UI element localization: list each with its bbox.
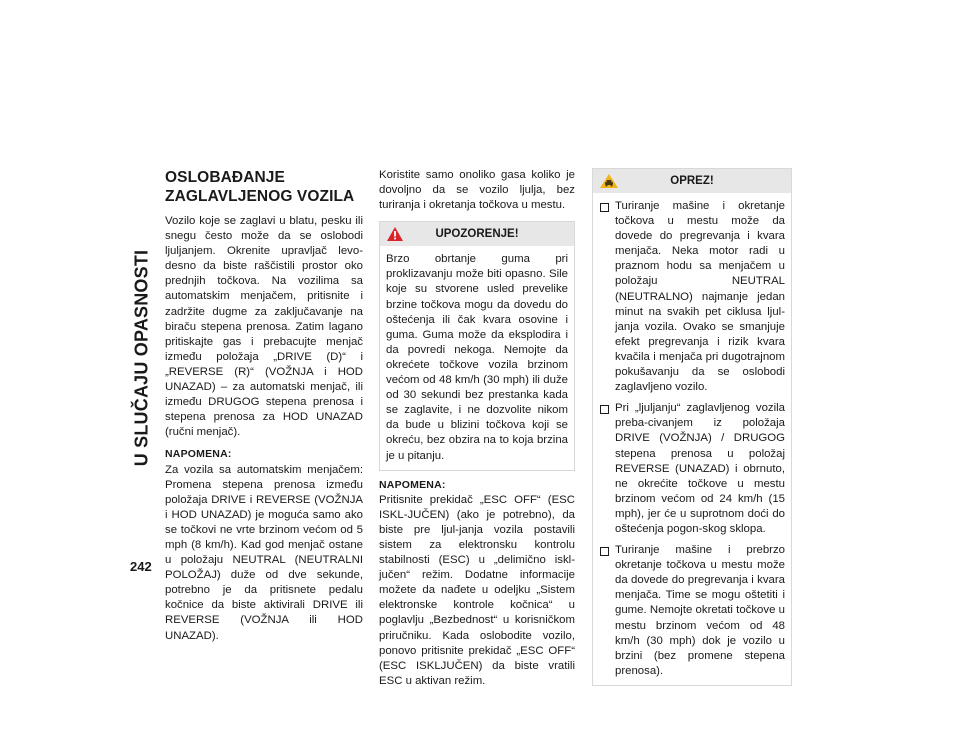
warning-body	[380, 246, 574, 469]
caution-item	[599, 199, 785, 395]
warning-header	[380, 222, 574, 246]
checkbox-bullet-icon	[600, 405, 609, 414]
column-2	[379, 168, 575, 689]
throttle-paragraph: Koristite samo onoliko gasa koliko je dovoljno da se vozilo ljulja, bez turiranja i okretanja točkova u mestu.	[379, 169, 575, 212]
checkbox-bullet-icon	[600, 547, 609, 556]
caution-item-text: Turiranje mašine i prebrzo okretanje točkova u mestu može da dovede do pregrevanja i kvara menjača. Time se mogu oštetiti i gume. Nemojte okretati točkove u mestu brzinom većom od 48 km/h (30 mph) dok je vozilo u brzini (bez promene stepena prenosa).	[615, 544, 785, 677]
page-number: 242	[130, 559, 152, 574]
caution-item-text: Pri „ljuljanju“ zaglavljenog vozila preba-civanjem iz položaja DRIVE (VOŽNJA) / DRUGOG stepena prenosa u položaj REVERSE (UNAZAD) i obrnuto, ne okrećite točkove u mestu brzinom većom od 24 km/h (15 mph), jer će u suprotnom doći do oštećenja pogon-skog sklopa.	[615, 402, 785, 535]
warning-box	[379, 221, 575, 470]
chapter-sidebar	[130, 168, 154, 548]
caution-item-text: Turiranje mašine i okretanje točkova u mestu može da dovede do pregrevanja i kvara menjača. Neka motor radi u praznom hodu sa menjačem u položaju NEUTRAL (NEUTRALNO) najmanje jedan minut na svakih pet ciklusa ljul-janja vozila. Ovako se smanjuje efekt pregrevanja i rizik kvara kvačila i menjača pri dugotrajnom pokušavanju da se oslobodi zaglavljeno vozilo.	[615, 200, 785, 394]
caution-car-icon	[599, 173, 619, 189]
note-text-2: Pritisnite prekidač „ESC OFF“ (ESC ISKL-JUČEN) (ako je potrebno), da biste pre ljul-janja vozila postavili sistem za elektronsku kontrolu stabilnosti (ESC) u „delimično iskl-jučen“ režim. Dodatne informacije možete da nađete u odeljku „Sistem elektronske kontrole kočnica“ u poglavlju „Bezbednost“ u korisničkom priručniku. Kada oslobodite vozilo, ponovo pritisnite prekidač „ESC OFF“ (ESC ISKLJUČEN) da biste vratili ESC u aktivan režim.	[379, 493, 575, 687]
note-text: Za vozila sa automatskim menjačem: Promena stepena prenosa između položaja DRIVE i REVERSE (VOŽNJA i HOD UNAZAD) je moguća samo ako se točkovi ne vrte brzinom većom od 5 mph (8 km/h). Kad god menjač ostane u položaju NEUTRAL (NEUTRALNI POLOŽAJ) duže od dve sekunde, potrebno je da pritisnete pedalu kočnice da biste aktivirali DRIVE ili REVERSE (VOŽNJA ili HOD UNAZAD).	[165, 463, 363, 642]
section-title: OSLOBAĐANJE ZAGLAVLJENOG VOZILA	[165, 169, 355, 205]
warning-text: Brzo obrtanje guma pri proklizavanju može biti opasno. Sile koje su stvorene usled prevelike brzine točkova mogu da dovedu do oštećenja ili čak kvara osovine i guma. Guma može da eksplodira i da povredi nekoga. Nemojte da okrećete točkove vozila brzinom većom od 48 km/h (30 mph) ili duže od 30 sekundi bez prestanka kada se zaglavite, i ne dozvolite nikom da bude u blizini točkova koji se okreću, bez obzira na to koja brzina je u pitanju.	[386, 253, 568, 462]
warning-title: UPOZORENJE!	[435, 228, 519, 241]
warning-triangle-icon	[386, 226, 404, 242]
note-label: NAPOMENA:	[165, 448, 232, 461]
note-label-2: NAPOMENA:	[379, 478, 446, 491]
caution-body	[593, 193, 791, 685]
column-1	[165, 168, 363, 644]
checkbox-bullet-icon	[600, 203, 609, 212]
caution-header	[593, 169, 791, 193]
chapter-title: U SLUČAJU OPASNOSTI	[131, 249, 152, 467]
column-3	[592, 168, 792, 686]
caution-item	[599, 401, 785, 537]
intro-paragraph: Vozilo koje se zaglavi u blatu, pesku ili snegu često može da se oslobodi ljuljanjem. Okrenite upravljač levo-desno da biste raščistili prostor oko prednjih točkova. Na vozilima sa automatskim menjačem, pritisnite i zadržite dugme za zaključavanje na biraču stepena prenosa. Zatim lagano pritiskajte gas i prebacujte menjač između položaja „DRIVE (D)“ i „REVERSE (R)“ (VOŽNJA i HOD UNAZAD) – za automatski menjač, ili između DRUGOG stepena prenosa i stepena prenosa za HOD UNAZAD (ručni menjač).	[165, 215, 363, 439]
caution-box	[592, 168, 792, 686]
caution-title: OPREZ!	[670, 175, 714, 187]
caution-item	[599, 543, 785, 679]
